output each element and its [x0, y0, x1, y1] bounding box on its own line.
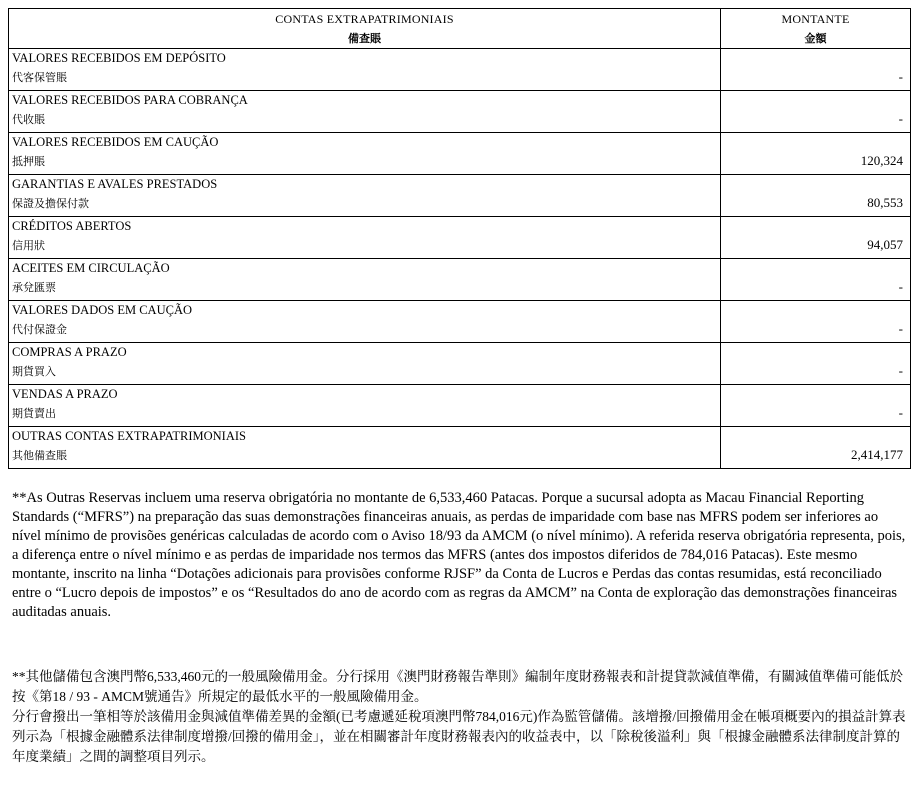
row-label-pt: COMPRAS A PRAZO [12, 345, 127, 359]
row-amount [721, 217, 911, 259]
row-label-pt: VALORES RECEBIDOS EM DEPÓSITO [12, 51, 226, 65]
header-accounts-pt: CONTAS EXTRAPATRIMONIAIS [275, 12, 454, 26]
row-amount [721, 385, 911, 427]
table-header-row [9, 9, 911, 49]
table-row [9, 259, 911, 301]
row-label [9, 91, 721, 133]
row-amount [721, 259, 911, 301]
row-label-pt: VALORES RECEBIDOS EM CAUÇÃO [12, 135, 219, 149]
row-amount [721, 133, 911, 175]
row-amount-value: - [898, 363, 903, 378]
table-row [9, 91, 911, 133]
row-label [9, 343, 721, 385]
row-amount-value: 80,553 [867, 195, 903, 210]
row-label-zh: 其他備查賬 [12, 450, 67, 462]
table-row [9, 343, 911, 385]
header-amount [721, 9, 911, 49]
row-label-zh: 期貨買入 [12, 366, 56, 378]
row-label-pt: VALORES RECEBIDOS PARA COBRANÇA [12, 93, 248, 107]
row-label [9, 175, 721, 217]
row-amount [721, 91, 911, 133]
row-label-zh: 保證及擔保付款 [12, 198, 89, 210]
footnote-chinese [12, 667, 910, 767]
row-label [9, 217, 721, 259]
row-amount-value: 120,324 [860, 153, 903, 168]
row-label-zh: 抵押賬 [12, 156, 45, 168]
table-row [9, 301, 911, 343]
row-amount-value: - [898, 321, 903, 336]
row-label-pt: GARANTIAS E AVALES PRESTADOS [12, 177, 218, 191]
header-amount-zh: 金額 [804, 33, 827, 45]
row-label-pt: OUTRAS CONTAS EXTRAPATRIMONIAIS [12, 429, 246, 443]
footnote-chinese-paragraph-1: **其他儲備包含澳門幣6,533,460元的一般風險備用金。分行採用《澳門財務報告準則》編制年度財務報表和計提貸款減值準備，有關減值準備可能低於按《第18 / 93 - AMCM號通告》所規定的最低水平的一般風險備用金。 [12, 669, 903, 704]
row-label-pt: VENDAS A PRAZO [12, 387, 118, 401]
row-label-pt: ACEITES EM CIRCULAÇÃO [12, 261, 170, 275]
row-label [9, 259, 721, 301]
row-label-zh: 代付保證金 [12, 324, 67, 336]
footnote-chinese-paragraph-2: 分行會撥出一筆相等於該備用金與減值準備差異的金額(已考慮遞延稅項澳門幣784,016元)作為監管儲備。該增撥/回撥備用金在帳項概要內的損益計算表列示為「根據金融體系法律制度增撥/回撥的備用金」，並在相關審計年度財務報表內的收益表中，以「除稅後溢利」與「根據金融體系法律制度計算的年度業績」之間的調整項目列示。 [12, 709, 906, 764]
row-label [9, 301, 721, 343]
off-balance-sheet-table [8, 8, 911, 469]
row-label-zh: 期貨賣出 [12, 408, 56, 420]
table-row [9, 49, 911, 91]
row-label-zh: 承兌匯票 [12, 282, 56, 294]
table-row [9, 175, 911, 217]
table-row [9, 133, 911, 175]
row-label [9, 133, 721, 175]
row-label [9, 427, 721, 469]
row-amount-value: - [898, 405, 903, 420]
row-amount [721, 427, 911, 469]
row-label-pt: CRÉDITOS ABERTOS [12, 219, 132, 233]
header-amount-pt: MONTANTE [781, 12, 850, 26]
row-label [9, 49, 721, 91]
header-accounts [9, 9, 721, 49]
row-amount [721, 49, 911, 91]
row-amount [721, 301, 911, 343]
row-amount [721, 175, 911, 217]
footnote-portuguese: **As Outras Reservas incluem uma reserva obrigatória no montante de 6,533,460 Patacas. Porque a sucursal adopta as Macau Financial Reporting Standards (“MFRS”) na preparação das suas demonstrações financeiras anuais, as perdas de imparidade com base nas MFRS podem ser inferiores ao nível mínimo de provisões genéricas calculadas de acordo com o Aviso 18/93 da AMCM (o nível mínimo). A referida reserva obrigatória representa, pois, a diferença entre o nível mínimo e as perdas de imparidade nos termos das MFRS (antes dos impostos diferidos de 784,016 Patacas). Este mesmo montante, inscrito na linha “Dotações adicionais para provisões conforme RJSF” da Conta de Lucros e Perdas das contas resumidas, está reconciliado entre o “Lucro depois de impostos” e os “Resultados do ano de acordo com as regras da AMCM” na Conta de exploração das demonstrações financeiras auditadas anuais. [12, 490, 906, 620]
table-row [9, 385, 911, 427]
row-label [9, 385, 721, 427]
row-amount-value: - [898, 69, 903, 84]
row-amount-value: - [898, 111, 903, 126]
row-amount-value: 2,414,177 [851, 447, 903, 462]
row-label-pt: VALORES DADOS EM CAUÇÃO [12, 303, 192, 317]
header-accounts-zh: 備查賬 [348, 33, 381, 45]
row-label-zh: 代收賬 [12, 114, 45, 126]
row-amount-value: 94,057 [867, 237, 903, 252]
table-row [9, 217, 911, 259]
table-row [9, 427, 911, 469]
row-label-zh: 代客保管賬 [12, 72, 67, 84]
row-amount-value: - [898, 279, 903, 294]
row-label-zh: 信用狀 [12, 240, 45, 252]
row-amount [721, 343, 911, 385]
